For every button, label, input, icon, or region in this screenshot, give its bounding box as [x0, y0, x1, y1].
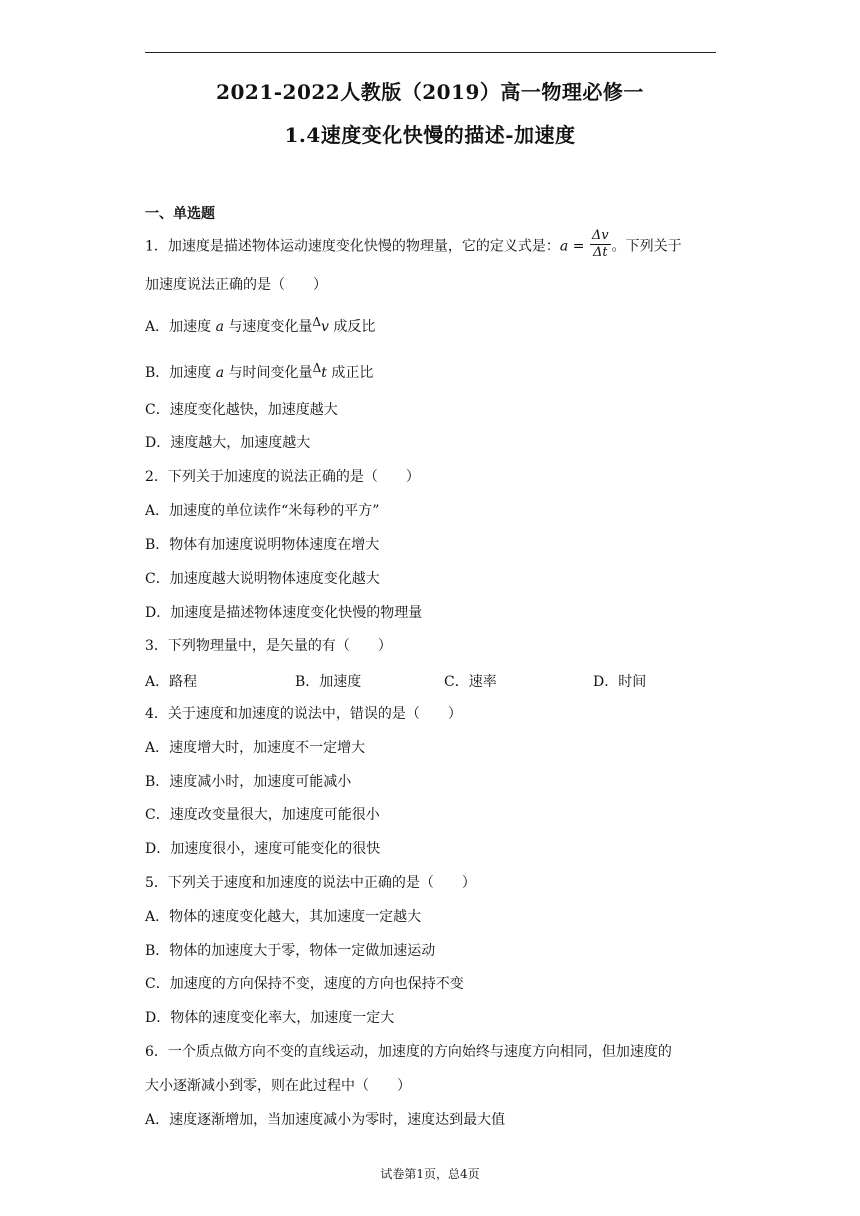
q4-option-c: C．速度改变量很大，加速度可能很小 [145, 807, 380, 823]
acceleration-fraction [590, 228, 611, 261]
delta-symbol: Δ [312, 361, 322, 375]
q5-option-a: A．物体的速度变化越大，其加速度一定越大 [145, 909, 422, 925]
q6-stem-line1: 6．一个质点做方向不变的直线运动，加速度的方向始终与速度方向相同，但加速度的 [145, 1044, 672, 1060]
option-text: 成正比 [326, 365, 374, 381]
q5-option-b: B．物体的加速度大于零，物体一定做加速运动 [145, 943, 436, 959]
q1-stem-tail: 。下列关于 [611, 238, 682, 255]
option-text: B．加速度 [145, 365, 216, 381]
q2-option-d: D．加速度是描述物体速度变化快慢的物理量 [145, 605, 423, 621]
q3-option-d: D．时间 [593, 674, 647, 690]
var-t: t [321, 365, 327, 381]
section-heading: 一、单选题 [145, 206, 215, 222]
q2-option-b: B．物体有加速度说明物体速度在增大 [145, 537, 380, 553]
option-text: 成反比 [328, 319, 376, 335]
q6-stem-line2: 大小逐渐减小到零，则在此过程中（ ） [145, 1078, 411, 1094]
paper-subtitle: 1.4速度变化快慢的描述-加速度 [284, 123, 576, 147]
q6-option-a: A．速度逐渐增加，当加速度减小为零时，速度达到最大值 [145, 1112, 506, 1128]
var-v: v [321, 319, 329, 335]
q4-option-b: B．速度减小时，加速度可能减小 [145, 774, 352, 790]
q2-option-c: C．加速度越大说明物体速度变化越大 [145, 571, 380, 587]
var-a: a [215, 365, 225, 381]
q3-stem: 3．下列物理量中，是矢量的有（ ） [145, 638, 392, 654]
delta-symbol: Δ [312, 315, 322, 329]
q2-option-a: A．加速度的单位读作“米每秒的平方” [145, 503, 380, 519]
option-text: A．加速度 [145, 319, 216, 335]
q5-option-d: D．物体的速度变化率大，加速度一定大 [145, 1010, 395, 1026]
q4-option-a: A．速度增大时，加速度不一定增大 [145, 740, 366, 756]
fraction-numerator: Δv [591, 228, 609, 243]
q1-option-a [145, 315, 376, 336]
q4-option-d: D．加速度很小，速度可能变化的很快 [145, 841, 381, 857]
var-a: a [215, 319, 224, 335]
q1-stem-line1 [145, 230, 682, 263]
q4-stem: 4．关于速度和加速度的说法中，错误的是（ ） [145, 706, 462, 722]
option-text: 与速度变化量 [223, 319, 313, 335]
formula-a: a [559, 238, 569, 255]
option-text: 与时间变化量 [224, 365, 313, 381]
paper-title: 2021-2022人教版（2019）高一物理必修一 [216, 80, 644, 104]
formula-equals: = [568, 238, 589, 255]
header-rule [145, 52, 716, 53]
q1-option-c: C．速度变化越快，加速度越大 [145, 402, 338, 418]
q1-stem-text: 1．加速度是描述物体运动速度变化快慢的物理量，它的定义式是： [145, 238, 560, 255]
q2-stem: 2．下列关于加速度的说法正确的是（ ） [145, 469, 420, 485]
q5-option-c: C．加速度的方向保持不变，速度的方向也保持不变 [145, 976, 464, 992]
page-footer: 试卷第1页，总4页 [380, 1167, 480, 1181]
q1-option-b [145, 361, 374, 382]
q3-option-b: B．加速度 [295, 674, 362, 690]
q3-option-c: C．速率 [444, 674, 497, 690]
q1-stem-line2: 加速度说法正确的是（ ） [145, 277, 327, 293]
fraction-denominator: Δt [592, 245, 608, 260]
q5-stem: 5．下列关于速度和加速度的说法中正确的是（ ） [145, 875, 476, 891]
q3-option-a: A．路程 [145, 674, 198, 690]
q1-option-d: D．速度越大，加速度越大 [145, 435, 311, 451]
